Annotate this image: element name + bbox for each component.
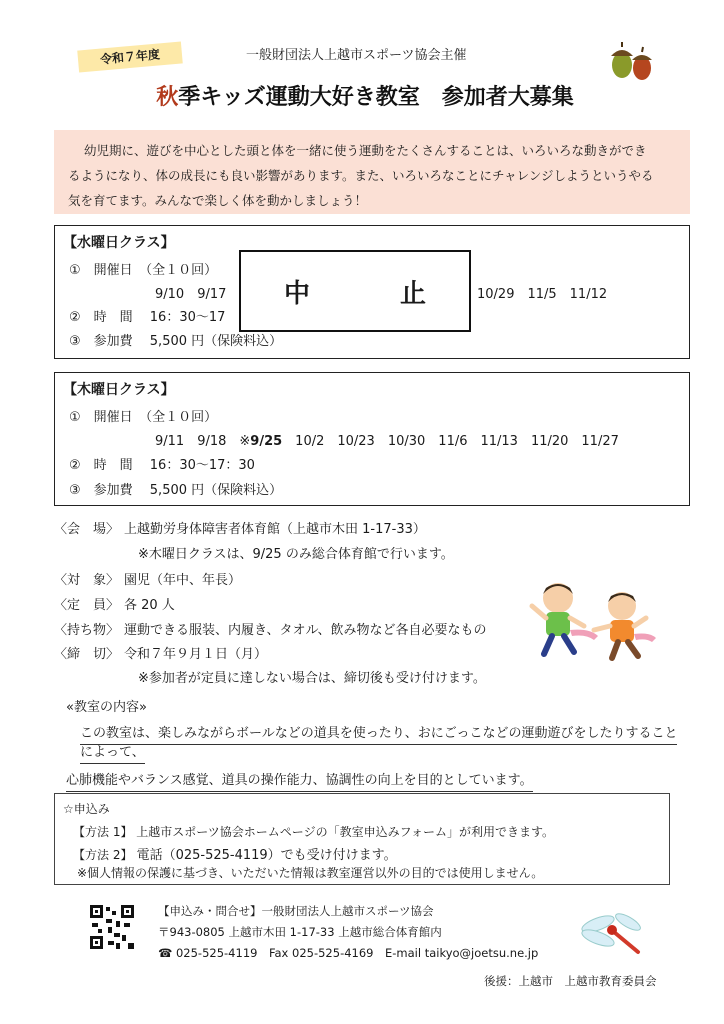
venue-note: ※木曜日クラスは、9/25 のみ総合体育館で行います。 bbox=[138, 547, 454, 562]
sponsor-text: 後援：上越市 上越市教育委員会 bbox=[484, 974, 657, 988]
wednesday-fee: ③ 参加費 5,500 円（保険料込） bbox=[69, 334, 283, 349]
thursday-dates: 9/11 9/18 ※9/25 10/2 10/23 10/30 11/6 11/13 11/20 11/27 bbox=[155, 434, 619, 449]
target-value: 園児（年中、年長） bbox=[124, 573, 242, 588]
thursday-time: ② 時 間 16：30～17：30 bbox=[69, 458, 255, 473]
organizer-text: 一般財団法人上越市スポーツ協会主催 bbox=[246, 48, 467, 63]
venue-value: 上越勤労身体障害者体育館（上越市木田 1-17-33） bbox=[124, 522, 426, 537]
thursday-class-title: 【木曜日クラス】 bbox=[63, 382, 175, 398]
phone-icon: ☎ bbox=[158, 946, 173, 960]
wednesday-dates-left: 9/10 9/17 bbox=[155, 287, 227, 302]
deadline-value: 令和７年９月１日（月） bbox=[124, 647, 268, 662]
capacity-value: 各 20 人 bbox=[124, 598, 175, 613]
apply-method-1: 【方法 1】 上越市スポーツ協会ホームページの「教室申込みフォーム」が利用できます。 bbox=[73, 825, 555, 839]
items-label: 〈持ち物〉 bbox=[54, 623, 120, 638]
items-value: 運動できる服装、内履き、タオル、飲み物など各自必要なもの bbox=[124, 623, 487, 638]
content-paragraph: この教室は、楽しみながらボールなどの道具を使ったり、おにごっこなどの運動遊びをしたりすることによって、 心肺機能やバランス感覚、道具の操作能力、協調性の向上を目的としています。 bbox=[66, 722, 686, 788]
running-kids-illustration bbox=[520, 572, 660, 662]
apply-method-2: 【方法 2】 電話（025-525-4119）でも受け付けます。 bbox=[73, 848, 397, 863]
deadline-label: 〈締 切〉 bbox=[54, 647, 120, 662]
venue-label: 〈会 場〉 bbox=[54, 522, 120, 537]
page-title: 秋季キッズ運動大好き教室 参加者大募集 bbox=[156, 85, 574, 110]
deadline-note: ※参加者が定員に達しない場合は、締切後も受け付けます。 bbox=[138, 671, 486, 686]
capacity-label: 〈定 員〉 bbox=[54, 598, 120, 613]
contact-address: 〒943-0805 上越市木田 1-17-33 上越市総合体育館内 bbox=[158, 925, 442, 939]
contact-numbers: ☎ 025-525-4119 Fax 025-525-4169 E-mail taikyo@joetsu.ne.jp bbox=[158, 946, 539, 960]
wednesday-dates-right: 10/29 11/5 11/12 bbox=[477, 287, 608, 302]
qr-code-icon[interactable] bbox=[90, 905, 134, 949]
dragonfly-icon bbox=[578, 908, 650, 956]
apply-heading: ☆申込み bbox=[63, 802, 110, 816]
wednesday-time: ② 時 間 16：30～17 bbox=[69, 310, 226, 325]
content-heading: «教室の内容» bbox=[66, 700, 147, 715]
contact-title: 【申込み・問合せ】一般財団法人上越市スポーツ協会 bbox=[158, 904, 434, 918]
year-badge: 令和７年度 bbox=[77, 42, 183, 73]
privacy-note: ※個人情報の保護に基づき、いただいた情報は教室運営以外の目的では使用しません。 bbox=[77, 866, 544, 880]
wednesday-dates-label: ① 開催日 （全１０回） bbox=[69, 263, 218, 278]
wednesday-class-title: 【水曜日クラス】 bbox=[63, 235, 175, 251]
thursday-dates-label: ① 開催日 （全１０回） bbox=[69, 410, 218, 425]
target-label: 〈対 象〉 bbox=[54, 573, 120, 588]
application-box bbox=[54, 793, 670, 885]
thursday-fee: ③ 参加費 5,500 円（保険料込） bbox=[69, 483, 283, 498]
cancelled-stamp: 中 止 bbox=[239, 250, 471, 332]
thursday-class-box bbox=[54, 372, 690, 506]
intro-paragraph: 幼児期に、遊びを中心とした頭と体を一緒に使う運動をたくさんすることは、いろいろな動きができ るようになり、体の成長にも良い影響があります。また、いろいろなことにチャレンジしようというやる 気を育てます。みんなで楽しく体を動かしましょう！ bbox=[54, 130, 690, 214]
